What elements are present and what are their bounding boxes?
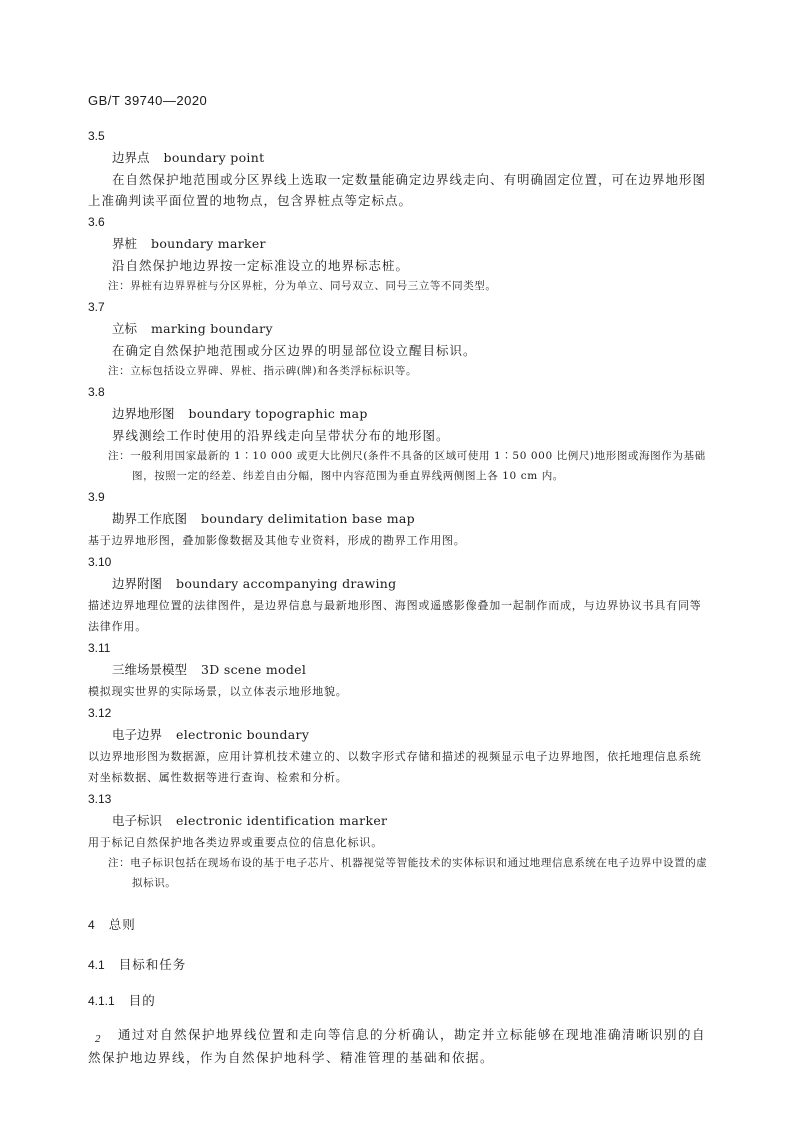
term-heading <box>88 724 708 746</box>
standard-code: GB/T 39740—2020 <box>88 93 208 108</box>
term-zh: 三维场景模型 <box>112 662 188 677</box>
term-en: electronic boundary <box>176 727 310 742</box>
section-title: 总则 <box>108 917 136 932</box>
section-number: 4.1 <box>88 958 105 972</box>
term-note: 注：界桩有边界界桩与分区界桩，分为单立、同号双立、同号三立等不同类型。 <box>108 280 497 292</box>
section-title: 目的 <box>128 993 156 1008</box>
section-heading <box>88 915 708 933</box>
term-en: 3D scene model <box>201 662 307 677</box>
body-paragraph: 通过对自然保护地界线位置和走向等信息的分析确认，勘定并立标能够在现地准确清晰识别的自然保护地边界线，作为自然保护地科学、精准管理的基础和依据。 <box>88 1027 707 1065</box>
clause-number: 3.12 <box>88 706 112 720</box>
term-en: boundary point <box>163 150 265 165</box>
term-heading <box>88 403 708 425</box>
term-zh: 立标 <box>112 321 138 336</box>
term-heading <box>88 233 708 255</box>
term-zh: 勘界工作底图 <box>112 511 188 526</box>
term-en: boundary topographic map <box>188 406 368 421</box>
clause-number: 3.9 <box>88 490 105 504</box>
term-heading <box>88 573 708 595</box>
clause-number: 3.5 <box>88 129 105 143</box>
term-note: 注：立标包括设立界碑、界桩、指示碑(牌)和各类浮标标识等。 <box>108 365 418 377</box>
subsection-heading <box>88 955 708 973</box>
clause-number: 3.13 <box>88 792 112 806</box>
term-zh: 边界附图 <box>112 576 163 591</box>
section-number: 4 <box>88 918 95 932</box>
term-en: electronic identification marker <box>176 813 388 828</box>
term-definition: 在自然保护地范围或分区界线上选取一定数量能确定边界线走向、有明确固定位置，可在边界地形图上准确判读平面位置的地物点，包含界桩点等定标点。 <box>88 172 707 208</box>
term-definition: 以边界地形图为数据源，应用计算机技术建立的、以数字形式存储和描述的视频显示电子边界地图，依托地理信息系统对坐标数据、属性数据等进行查询、检索和分析。 <box>88 750 702 784</box>
clause-number: 3.10 <box>88 555 112 569</box>
term-zh: 电子标识 <box>112 813 163 828</box>
term-heading <box>88 810 708 832</box>
term-en: boundary delimitation base map <box>201 511 415 526</box>
term-heading <box>88 659 708 681</box>
term-zh: 电子边界 <box>112 727 163 742</box>
term-note: 注：一般利用国家最新的 1∶10 000 或更大比例尺(条件不具备的区域可使用 1∶50 000 比例尺)地形图或海图作为基础图，按照一定的经差、纬差自由分幅，图中内容范围为垂直界线两侧图上各 10 cm 内。 <box>108 450 706 482</box>
term-definition: 在确定自然保护地范围或分区边界的明显部位设立醒目标识。 <box>112 343 477 358</box>
term-en: marking boundary <box>151 321 273 336</box>
subsubsection-heading <box>88 991 708 1009</box>
term-definition: 描述边界地理位置的法律图件，是边界信息与最新地形图、海图或遥感影像叠加一起制作而成，与边界协议书具有同等法律作用。 <box>88 599 702 633</box>
section-title: 目标和任务 <box>118 957 187 972</box>
term-note: 注：电子标识包括在现场布设的基于电子芯片、机器视觉等智能技术的实体标识和通过地理信息系统在电子边界中设置的虚拟标识。 <box>108 857 708 889</box>
term-definition: 基于边界地形图，叠加影像数据及其他专业资料，形成的勘界工作用图。 <box>88 534 466 547</box>
term-zh: 边界点 <box>112 150 150 165</box>
term-definition: 模拟现实世界的实际场景，以立体表示地形地貌。 <box>88 685 348 698</box>
clause-number: 3.6 <box>88 215 105 229</box>
term-definition: 界线测绘工作时使用的沿界线走向呈带状分布的地形图。 <box>112 428 450 443</box>
page-number: 2 <box>95 1033 101 1045</box>
term-zh: 边界地形图 <box>112 406 175 421</box>
term-heading <box>88 147 708 169</box>
term-zh: 界桩 <box>112 236 138 251</box>
section-number: 4.1.1 <box>88 994 115 1008</box>
clause-number: 3.8 <box>88 385 105 399</box>
term-definition: 用于标记自然保护地各类边界或重要点位的信息化标识。 <box>88 836 383 849</box>
document-body <box>88 125 708 1069</box>
clause-number: 3.11 <box>88 641 111 655</box>
term-en: boundary accompanying drawing <box>176 576 397 591</box>
term-definition: 沿自然保护地边界按一定标准设立的地界标志桩。 <box>112 258 410 273</box>
term-heading <box>88 318 708 340</box>
clause-number: 3.7 <box>88 300 105 314</box>
term-heading <box>88 508 708 530</box>
term-en: boundary marker <box>151 236 266 251</box>
